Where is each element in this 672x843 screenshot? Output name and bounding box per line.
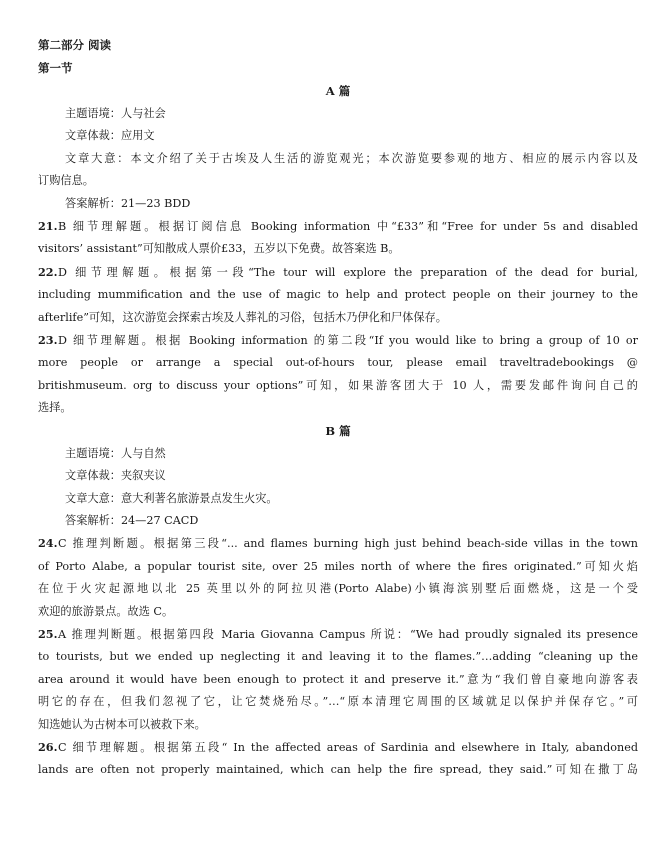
question-line: to tourists, but we ended up neglecting it and leaving it to the flames.”…adding “cleaning up the [38,650,638,664]
question-number: 25. [38,626,58,641]
question-line: B 细节理解题。根据订阅信息 Booking information 中“£33”和“Free for under 5s and disabled [58,220,638,234]
question-line: D 细节理解题。根据第一段“The tour will explore the preparation of the dead for burial, [58,265,638,279]
question-line: D 细节理解题。根据 Booking information 的第二段“If you would like to bring a group of 10 or [58,334,638,348]
question-21 [38,215,638,261]
question-line: of Porto Alabe, a popular tourist site, over 25 miles north of where the fires originated.”可知火焰 [38,559,638,573]
question-line: 在位于火灾起源地以北 25 英里以外的阿拉贝港(Porto Alabe)小镇海滨别墅后面燃烧，这是一个受 [38,582,638,596]
section-title: 第一节 [38,61,73,75]
question-26 [38,736,638,782]
question-line: C 推理判断题。根据第三段“... and flames burning high just behind beach-side villas in the town [58,537,638,551]
question-line: including mummification and the use of magic to help and protect people on their journey to the [38,288,638,302]
question-number: 22. [38,264,58,279]
passage-b-gist: 文章大意：意大利著名旅游景点发生火灾。 [65,491,278,505]
question-line: britishmuseum. org to discuss your options”可知，如果游客团大于 10 人，需要发邮件询问自己的 [38,378,638,392]
passage-a-genre: 文章体裁：应用文 [65,129,155,143]
question-line: more people or arrange a special out-of-hours tour, please email traveltradebookings @ [38,356,638,370]
question-number: 21. [38,219,58,234]
passage-b-theme: 主题语境：人与自然 [65,446,166,460]
question-line: 欢迎的旅游景点。故选 C。 [38,604,174,618]
question-23 [38,329,638,420]
question-22 [38,261,638,329]
question-24 [38,532,638,623]
passage-b-genre: 文章体裁：夹叙夹议 [65,469,166,483]
passage-a-gist-line1: 文章大意：本文介绍了关于古埃及人生活的游览观光；本次游览要参观的地方、相应的展示内容以及 [65,151,638,165]
passage-a-title: A 篇 [325,84,351,98]
question-line: lands are often not properly maintained, which can help the fire spread, they said.”可知在撒丁岛 [38,763,638,777]
question-number: 24. [38,536,58,551]
question-line: afterlife”可知，这次游览会探索古埃及人葬礼的习俗，包括木乃伊化和尸体保存。 [38,310,447,324]
question-25 [38,623,638,736]
question-line: 明它的存在，但我们忽视了它，让它焚烧殆尽。”…“原本清理它周围的区域就足以保护并保存它。”可 [38,695,638,709]
passage-a-answers: 答案解析：21—23 BDD [65,196,191,210]
part-title: 第二部分 阅读 [38,38,112,52]
passage-b-answers: 答案解析：24—27 CACD [65,513,199,527]
question-number: 23. [38,333,58,348]
question-line: 选择。 [38,401,72,415]
passage-a-gist-line2: 订购信息。 [38,174,94,188]
passage-a-theme: 主题语境：人与社会 [65,107,166,120]
question-line: 知选她认为古树本可以被救下来。 [38,717,206,731]
passage-b-title: B 篇 [325,423,351,438]
question-line: visitors’ assistant”可知散成人票价£33，五岁以下免费。故答案选 B。 [38,242,400,256]
question-line: A 推理判断题。根据第四段 Maria Giovanna Campus 所说：“We had proudly signaled its presence [58,627,638,641]
question-line: area around it would have been enough to protect it and preserve it.”意为“我们曾自豪地向游客表 [38,672,638,686]
question-line: C 细节理解题。根据第五段“ In the affected areas of Sardinia and elsewhere in Italy, abandoned [58,740,638,754]
question-number: 26. [38,739,58,754]
